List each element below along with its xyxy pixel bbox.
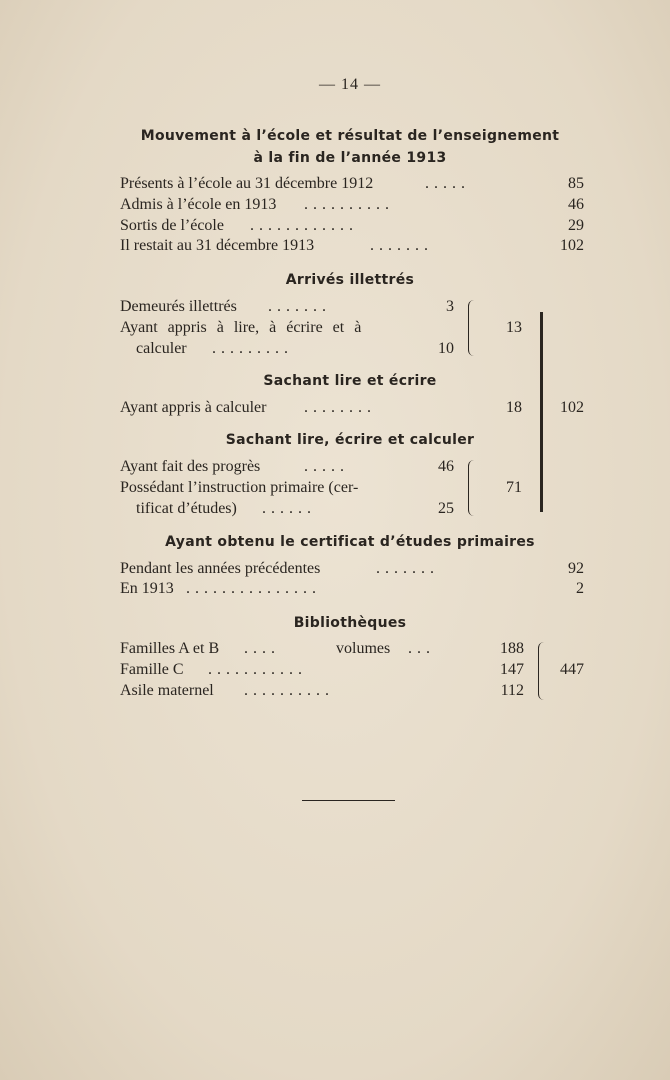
leader-dots: ........: [304, 399, 376, 416]
section-heading-read-write: Sachant lire et écrire: [263, 373, 437, 389]
row-value: 92: [568, 560, 584, 577]
section-heading-illiterate: Arrivés illettrés: [285, 272, 415, 288]
leader-dots: ..........: [304, 196, 394, 213]
row-value: 147: [500, 661, 524, 678]
section-title-line1: Mouvement à l’école et résultat de l’enseignement: [140, 128, 560, 144]
row-label: Pendant les années précédentes: [120, 560, 321, 577]
leader-dots: .......: [376, 560, 439, 577]
leader-dots: .........: [212, 340, 293, 357]
leader-dots: ..........: [244, 682, 334, 699]
section-heading-read-write-count: Sachant lire, écrire et calculer: [225, 432, 475, 448]
grand-total-value: 102: [560, 399, 584, 416]
closing-rule: [302, 800, 395, 801]
leader-dots: .......: [370, 237, 433, 254]
grand-brace: [540, 312, 543, 512]
row-unit: volumes: [336, 640, 391, 657]
row-value: 18: [506, 399, 522, 416]
leader-dots: ....: [244, 640, 280, 657]
row-label: Présents à l’école au 31 décembre 1912: [120, 175, 374, 192]
row-label: Sortis de l’école: [120, 217, 224, 234]
row-value: 46: [568, 196, 584, 213]
row-label: Demeurés illettrés: [120, 298, 237, 315]
row-label: Familles A et B: [120, 640, 220, 657]
total-value: 447: [560, 661, 584, 678]
page-number: — 14 —: [319, 76, 381, 93]
leader-dots: ...............: [186, 580, 321, 597]
row-label: Famille C: [120, 661, 184, 678]
row-value: 102: [560, 237, 584, 254]
brace: [468, 460, 479, 516]
brace: [468, 300, 479, 356]
row-value: 3: [446, 298, 454, 315]
row-label: Admis à l’école en 1913: [120, 196, 277, 213]
row-value: 188: [500, 640, 524, 657]
row-label: calculer: [136, 340, 187, 357]
leader-dots: ............: [250, 217, 358, 234]
row-value: 10: [438, 340, 454, 357]
row-label: En 1913: [120, 580, 174, 597]
row-value: 46: [438, 458, 454, 475]
leader-dots: .......: [268, 298, 331, 315]
row-label: Possédant l’instruction primaire (cer-: [120, 479, 359, 496]
row-label: Ayant appris à calculer: [120, 399, 267, 416]
section-heading-libraries: Bibliothèques: [293, 615, 407, 631]
row-value: 112: [500, 682, 524, 699]
row-label: Il restait au 31 décembre 1913: [120, 237, 315, 254]
row-label: Asile maternel: [120, 682, 214, 699]
subtotal-value: 13: [506, 319, 522, 336]
row-value: 29: [568, 217, 584, 234]
row-label: Ayant appris à lire, à écrire et à: [120, 319, 362, 336]
leader-dots: .....: [304, 458, 349, 475]
subtotal-value: 71: [506, 479, 522, 496]
leader-dots: .....: [425, 175, 470, 192]
row-label: tificat d’études): [136, 500, 237, 517]
leader-dots: ......: [262, 500, 316, 517]
row-label: Ayant fait des progrès: [120, 458, 261, 475]
row-value: 2: [576, 580, 584, 597]
section-heading-certificate: Ayant obtenu le certificat d’études primaires: [165, 534, 535, 550]
row-value: 85: [568, 175, 584, 192]
section-title-line2: à la fin de l’année 1913: [253, 150, 447, 166]
leader-dots: ...........: [208, 661, 307, 678]
leader-dots: ...: [408, 640, 435, 657]
row-value: 25: [438, 500, 454, 517]
